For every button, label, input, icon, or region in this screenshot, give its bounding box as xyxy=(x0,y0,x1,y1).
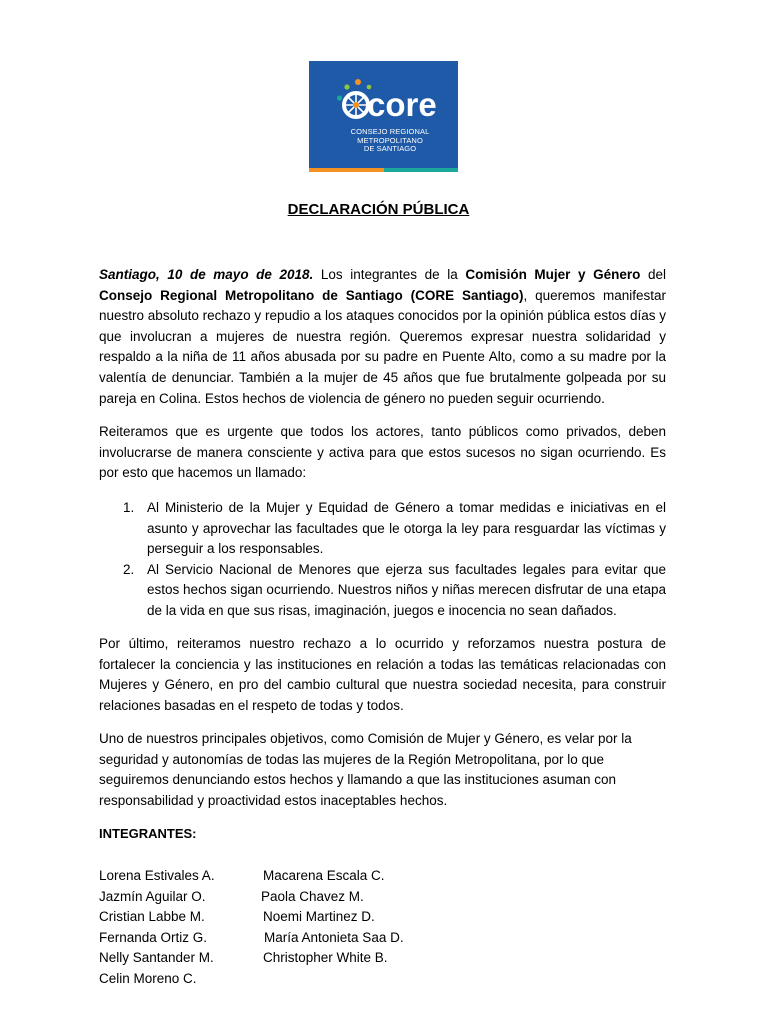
member-name: Fernanda Ortiz G. xyxy=(99,929,208,945)
closing-paragraph: Por último, reiteramos nuestro rechazo a lo ocurrido y reforzamos nuestra postura de fortalecer la conciencia y las instituciones en relación a todas las temáticas relacionadas con Mujeres y Género, en pro del cambio cultural que nuestra sociedad necesita, para construir relaciones basadas en el respeto de todas y todos. xyxy=(99,636,666,713)
list-item xyxy=(99,498,666,560)
member-name: Celin Moreno C. xyxy=(99,970,197,986)
list-number: 2. xyxy=(123,561,135,577)
member-name: Noemi Martinez D. xyxy=(263,909,375,925)
list-number: 1. xyxy=(123,500,135,515)
member-name: Nelly Santander M. xyxy=(99,950,214,966)
member-name: Lorena Estivales A. xyxy=(99,868,215,883)
call-paragraph: Reiteramos que es urgente que todos los actores, tanto públicos como privados, deben involucrarse de manera consciente y activa para que estos sucesos no sigan ocurriendo. Es por esto que hacemos un llamado: xyxy=(99,424,666,481)
page-title: DECLARACIÓN PÚBLICA xyxy=(287,201,470,218)
intro-paragraph xyxy=(99,265,666,409)
logo-color-strip xyxy=(309,168,458,172)
intro-date: Santiago, 10 de mayo de 2018. xyxy=(99,267,314,282)
list-text: Al Servicio Nacional de Menores que ejerza sus facultades legales para evitar que estos hechos sigan ocurriendo. Nuestros niños y niñas merecen disfrutar de una etapa de la vida en que sus risas, imaginación, juegos e inocencia no sean dañados. xyxy=(147,561,666,618)
demands-list xyxy=(99,498,666,622)
intro-text: del xyxy=(640,267,666,282)
list-item xyxy=(99,560,666,622)
member-name: Paola Chavez M. xyxy=(261,888,364,904)
commission-name: Comisión Mujer y Género xyxy=(465,267,641,282)
list-text: Al Ministerio de la Mujer y Equidad de Género a tomar medidas e iniciativas en el asunto y aprovechar las facultades que le otorga la ley para resguardar las víctimas y perseguir a los responsables. xyxy=(147,500,666,557)
member-name: Macarena Escala C. xyxy=(263,868,385,883)
logo-wordmark: core xyxy=(367,86,437,123)
members-heading: INTEGRANTES: xyxy=(99,826,197,841)
member-name: María Antonieta Saa D. xyxy=(264,929,404,945)
member-name: Jazmín Aguilar O. xyxy=(99,888,206,904)
logo-subtitle: CONSEJO REGIONAL METROPOLITANO DE SANTIAGO xyxy=(350,127,430,153)
objectives-paragraph: Uno de nuestros principales objetivos, como Comisión de Mujer y Género, es velar por la seguridad y autonomías de todas las mujeres de la Región Metropolitana, por lo que seguiremos denunciando estos hechos y llamando a que las instituciones asuman con responsabilidad y proactividad estos inaceptables hechos. xyxy=(99,731,632,808)
intro-text: Los integrantes de la xyxy=(313,267,466,282)
council-name: Consejo Regional Metropolitano de Santiago (CORE Santiago) xyxy=(99,287,524,303)
member-name: Cristian Labbe M. xyxy=(99,909,205,925)
intro-text: , queremos manifestar nuestro absoluto rechazo y repudio a los ataques conocidos por la opinión pública estos días y que involucran a mujeres de nuestra región. Queremos expresar nuestra solidaridad y respaldo a la niña de 11 años abusada por su padre en Puente Alto, como a su madre por la valentía de denunciar. También a la mujer de 45 años que fue brutalmente golpeada por su pareja en Colina. Estos hechos de violencia de género no pueden seguir ocurriendo. xyxy=(99,287,666,406)
member-name: Christopher White B. xyxy=(263,950,388,966)
core-logo xyxy=(309,61,458,172)
